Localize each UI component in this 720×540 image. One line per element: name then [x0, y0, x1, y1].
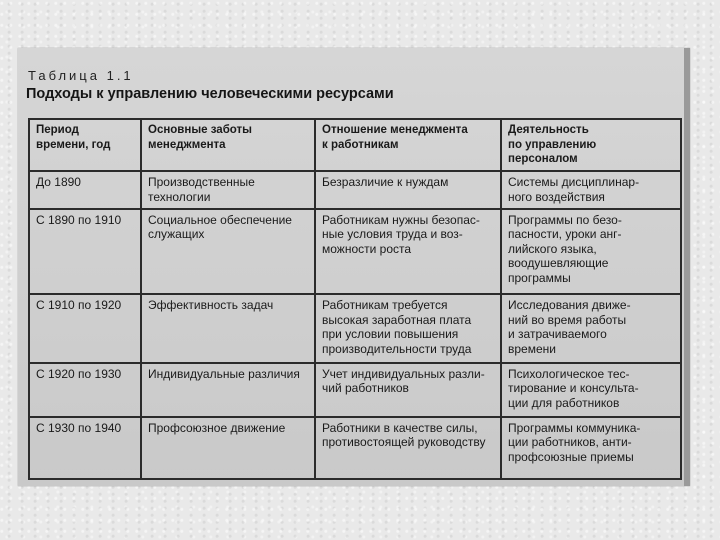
header-row [29, 119, 681, 171]
cell-period: С 1890 по 1910 [29, 209, 141, 294]
cell-attitude: Учет индивидуальных разли- чий работников [315, 363, 501, 417]
table-row [29, 417, 681, 479]
cell-activities: Психологическое тес- тирование и консульта- ции для работников [501, 363, 681, 417]
cell-period: С 1920 по 1930 [29, 363, 141, 417]
cell-activities: Программы по безо- пасности, уроки анг- лийского языка, воодушевляющие программы [501, 209, 681, 294]
cell-concerns: Социальное обеспечение служащих [141, 209, 315, 294]
cell-activities: Программы коммуника- ции работников, анти- профсоюзные приемы [501, 417, 681, 479]
cell-attitude: Работники в качестве силы, противостоящей руководству [315, 417, 501, 479]
cell-concerns: Производственные технологии [141, 171, 315, 208]
scanned-page [18, 48, 690, 486]
cell-attitude: Безразличие к нуждам [315, 171, 501, 208]
page-edge [684, 48, 690, 486]
table-title: Подходы к управлению человеческими ресурсами [26, 86, 394, 102]
table-row [29, 171, 681, 208]
table-row [29, 363, 681, 417]
table-row [29, 209, 681, 294]
header-period: Период времени, год [29, 119, 141, 171]
header-activities: Деятельность по управлению персоналом [501, 119, 681, 171]
cell-concerns: Индивидуальные различия [141, 363, 315, 417]
table-row [29, 294, 681, 363]
cell-period: С 1910 по 1920 [29, 294, 141, 363]
header-concerns: Основные заботы менеджмента [141, 119, 315, 171]
cell-concerns: Профсоюзное движение [141, 417, 315, 479]
cell-period: С 1930 по 1940 [29, 417, 141, 479]
cell-concerns: Эффективность задач [141, 294, 315, 363]
table-caption: Таблица 1.1 [28, 68, 134, 83]
cell-attitude: Работникам требуется высокая заработная плата при условии повышения производительности труда [315, 294, 501, 363]
hr-approaches-table [28, 118, 682, 480]
cell-attitude: Работникам нужны безопас- ные условия труда и воз- можности роста [315, 209, 501, 294]
cell-activities: Системы дисциплинар- ного воздействия [501, 171, 681, 208]
header-attitude: Отношение менеджмента к работникам [315, 119, 501, 171]
cell-activities: Исследования движе- ний во время работы и затрачиваемого времени [501, 294, 681, 363]
cell-period: До 1890 [29, 171, 141, 208]
